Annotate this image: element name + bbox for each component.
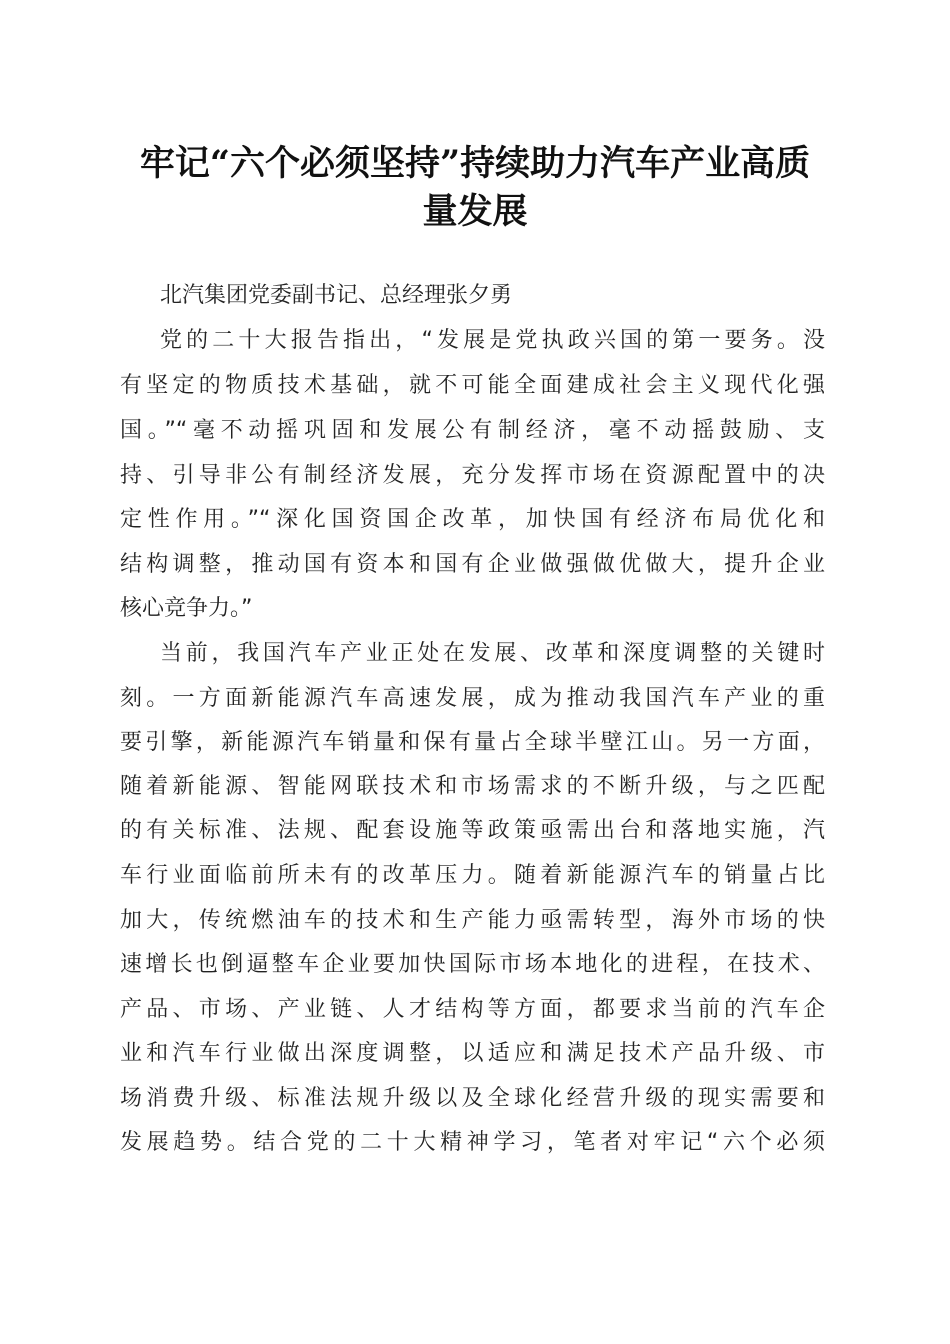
paragraph-2-line: 当前，我国汽车产业正处在发展、改革和深度调整的关键时 — [160, 641, 825, 666]
paragraph-2-line: 的有关标准、法规、配套设施等政策亟需出台和落地实施，汽 — [120, 818, 825, 843]
paragraph-2-line: 业和汽车行业做出深度调整，以适应和满足技术产品升级、市 — [120, 1041, 825, 1066]
paragraph-1-line: 有坚定的物质技术基础，就不可能全面建成社会主义现代化强 — [120, 373, 825, 398]
title-line-2: 量发展 — [422, 191, 528, 232]
paragraph-1-line: 核心竞争力。” — [120, 596, 253, 621]
paragraph-1-line: 定性作用。”“深化国资国企改革，加快国有经济布局优化和 — [120, 507, 825, 532]
paragraph-2-line: 发展趋势。结合党的二十大精神学习，笔者对牢记“六个必须 — [120, 1130, 825, 1155]
paragraph-2-line: 产品、市场、产业链、人才结构等方面，都要求当前的汽车企 — [120, 997, 825, 1022]
paragraph-1-line: 国。”“毫不动摇巩固和发展公有制经济，毫不动摇鼓励、支 — [120, 418, 825, 443]
paragraph-2-line: 车行业面临前所未有的改革压力。随着新能源汽车的销量占比 — [120, 863, 825, 888]
title-line-1: 牢记“六个必须坚持”持续助力汽车产业高质 — [139, 143, 811, 184]
paragraph-1-line: 党的二十大报告指出，“发展是党执政兴国的第一要务。没 — [160, 328, 825, 353]
paragraph-2-line: 要引擎，新能源汽车销量和保有量占全球半壁江山。另一方面， — [120, 730, 825, 755]
paragraph-2-line: 加大，传统燃油车的技术和生产能力亟需转型，海外市场的快 — [120, 908, 825, 933]
paragraph-2-line: 刻。一方面新能源汽车高速发展，成为推动我国汽车产业的重 — [120, 686, 825, 711]
paragraph-2-line: 随着新能源、智能网联技术和市场需求的不断升级，与之匹配 — [120, 774, 825, 799]
paragraph-1-line: 持、引导非公有制经济发展，充分发挥市场在资源配置中的决 — [120, 463, 825, 488]
paragraph-2-line: 场消费升级、标准法规升级以及全球化经营升级的现实需要和 — [120, 1086, 825, 1111]
paragraph-1-line: 结构调整，推动国有资本和国有企业做强做优做大，提升企业 — [120, 552, 825, 577]
byline: 北汽集团党委副书记、总经理张夕勇 — [160, 283, 513, 308]
paragraph-2-line: 速增长也倒逼整车企业要加快国际市场本地化的进程，在技术、 — [120, 952, 825, 977]
